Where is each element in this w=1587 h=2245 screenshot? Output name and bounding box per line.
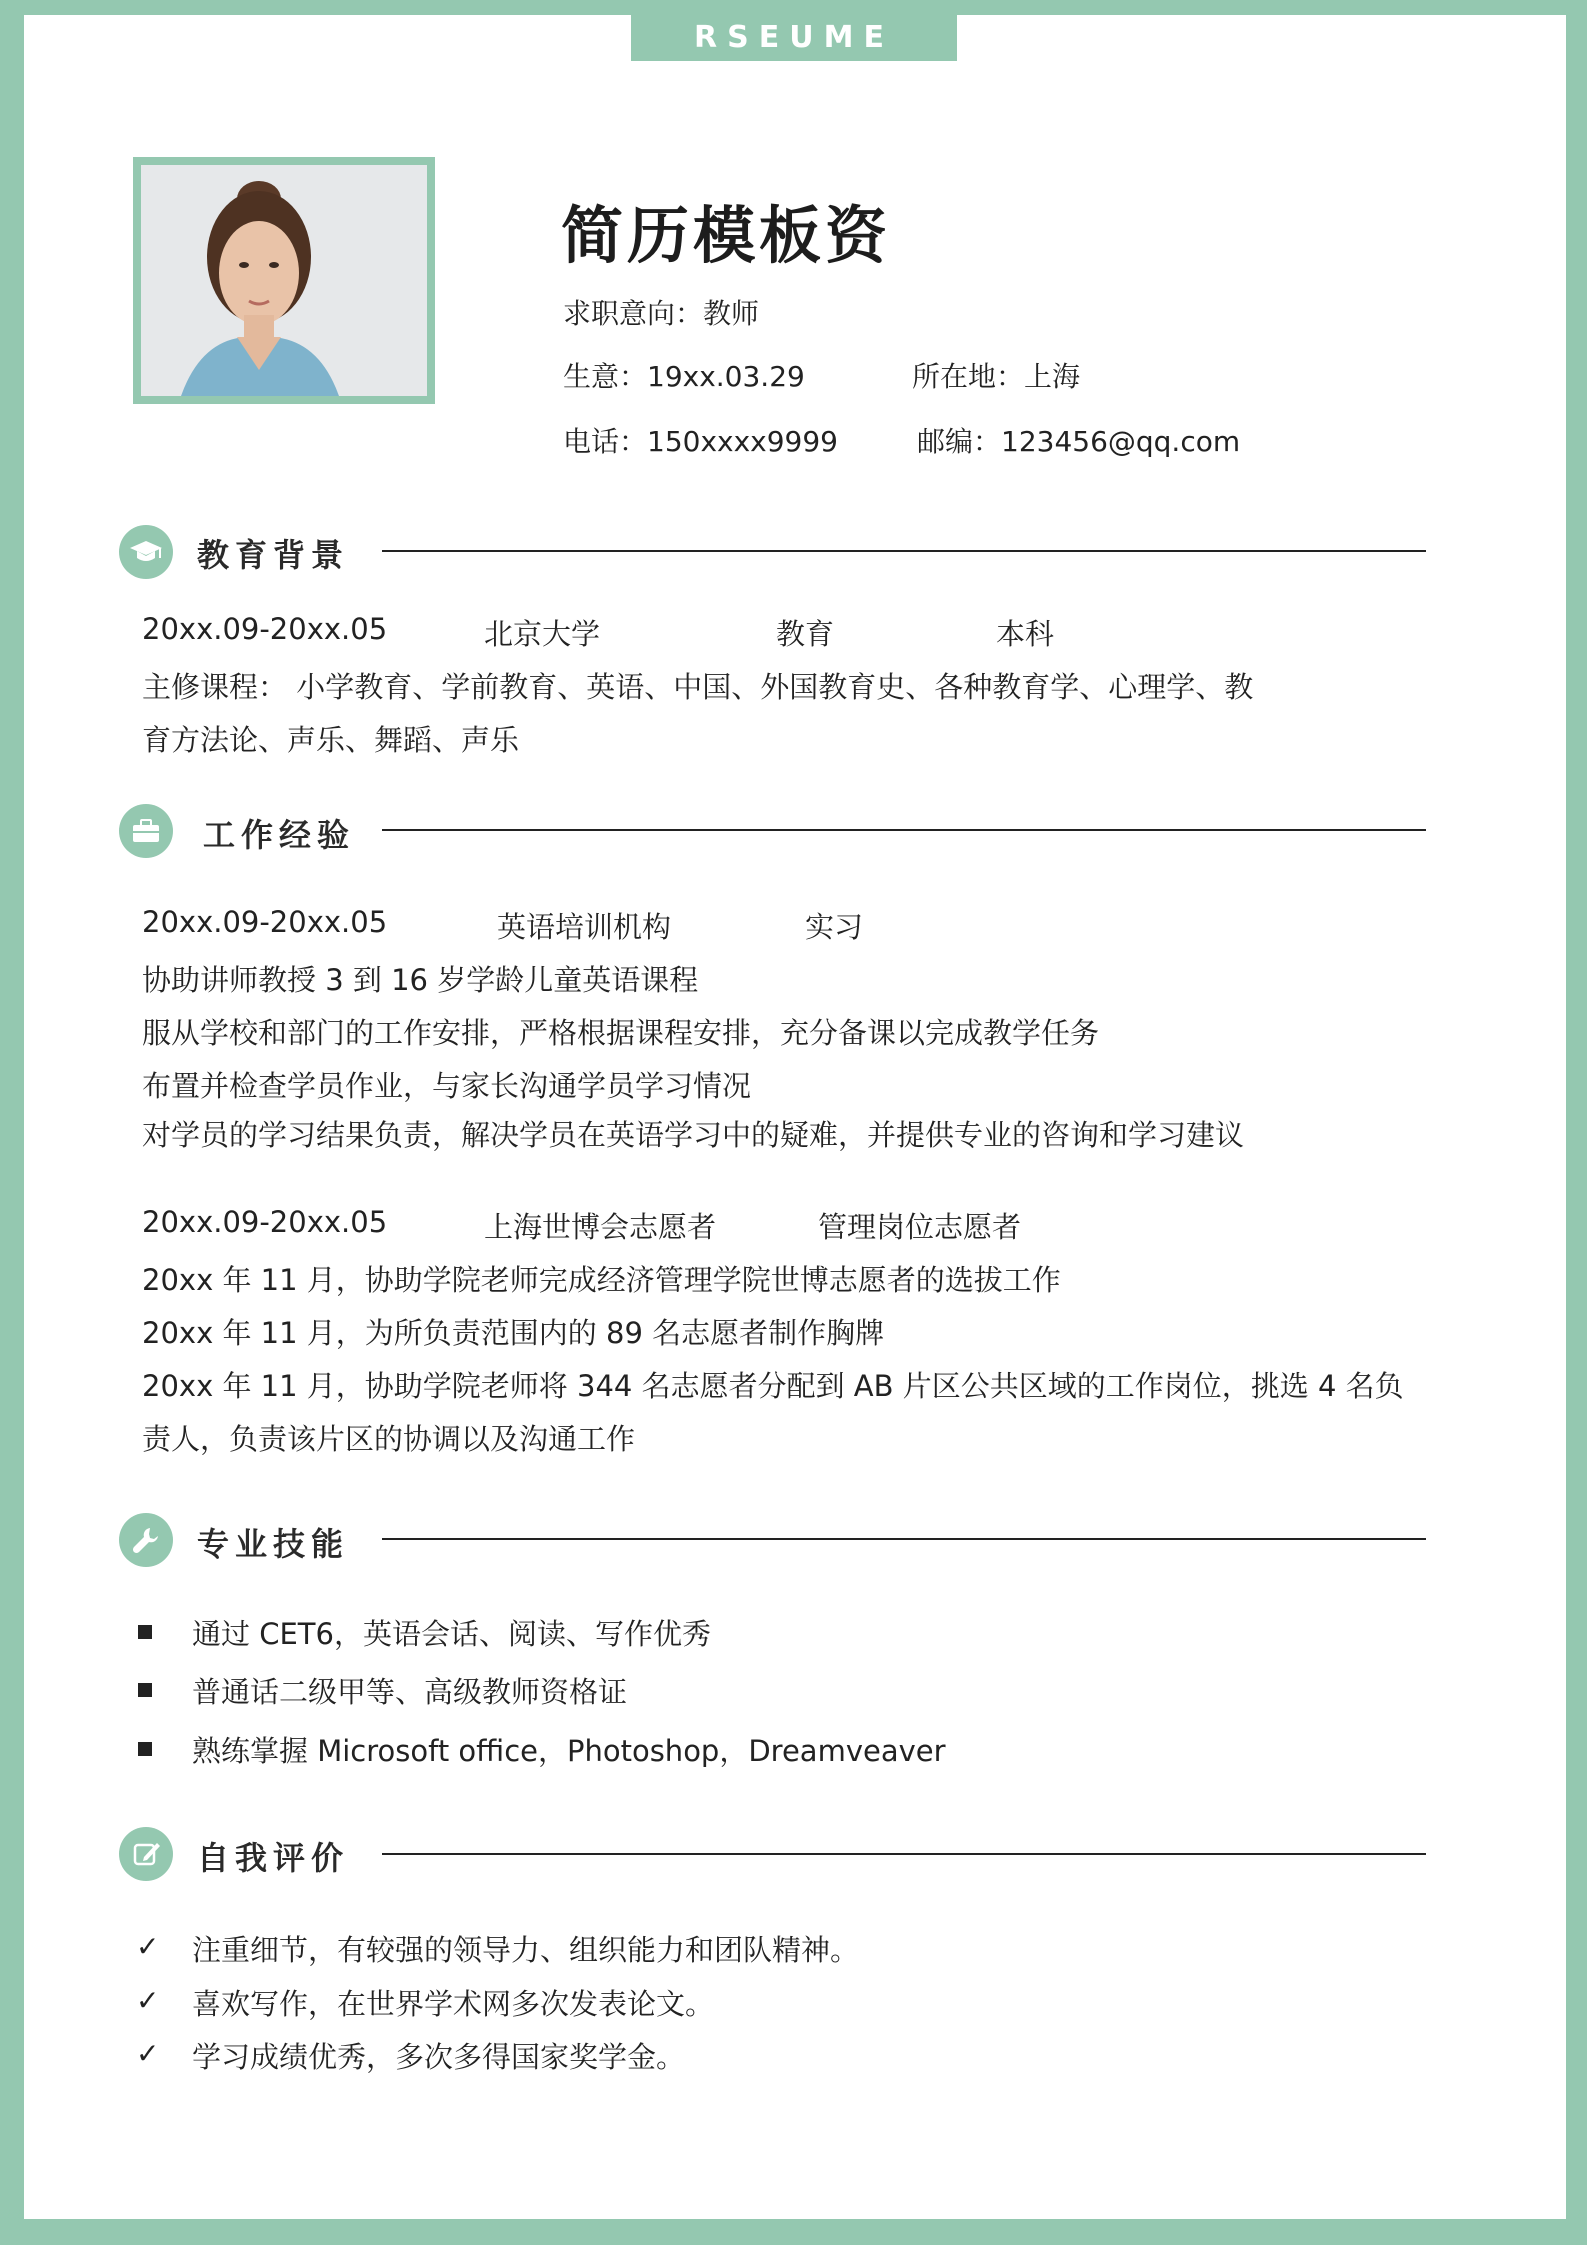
job-2-role: 管理岗位志愿者: [818, 1210, 1022, 1244]
self-eval-title: 自我评价: [197, 1839, 350, 1877]
education-divider: [382, 550, 1426, 552]
work-title: 工作经验: [203, 816, 356, 854]
education-period: 20xx.09-20xx.05: [142, 612, 388, 646]
location: 所在地：上海: [912, 360, 1081, 393]
resume-tab-label: RSEUME: [631, 15, 957, 61]
job-2-period: 20xx.09-20xx.05: [142, 1205, 388, 1239]
job-2-duty: 责人，负责该片区的协调以及沟通工作: [142, 1422, 636, 1456]
job-1-duty: 服从学校和部门的工作安排，严格根据课程安排，充分备课以完成教学任务: [142, 1016, 1100, 1050]
graduation-cap-icon: [119, 525, 173, 579]
skill-item: 熟练掌握 Microsoft office，Photoshop，Dreamveaver: [192, 1734, 946, 1768]
bullet-square: [138, 1683, 152, 1697]
bullet-square: [138, 1742, 152, 1756]
skill-item: 通过 CET6，英语会话、阅读、写作优秀: [192, 1617, 711, 1651]
self-eval-item: 学习成绩优秀，多次多得国家奖学金。: [192, 2040, 686, 2074]
work-divider: [382, 829, 1426, 831]
education-courses: 主修课程： 小学教育、学前教育、英语、中国、外国教育史、各种教育学、心理学、教: [142, 670, 1254, 704]
job-1-duty: 对学员的学习结果负责，解决学员在英语学习中的疑难，并提供专业的咨询和学习建议: [142, 1118, 1245, 1152]
education-degree: 本科: [996, 617, 1055, 651]
job-2-org: 上海世博会志愿者: [484, 1210, 717, 1244]
check-icon: ✓: [136, 1930, 160, 1963]
skill-item: 普通话二级甲等、高级教师资格证: [192, 1675, 628, 1709]
birth-date: 生意：19xx.03.29: [563, 360, 805, 393]
email: 邮编：123456@qq.com: [917, 425, 1241, 458]
education-title: 教育背景: [197, 536, 350, 574]
job-1-period: 20xx.09-20xx.05: [142, 905, 388, 939]
check-icon: ✓: [136, 1984, 160, 2017]
briefcase-icon: [119, 804, 173, 858]
self-eval-item: 喜欢写作，在世界学术网多次发表论文。: [192, 1987, 715, 2021]
education-school: 北京大学: [484, 617, 601, 651]
job-1-role: 实习: [805, 910, 864, 944]
job-2-duty: 20xx 年 11 月，为所负责范围内的 89 名志愿者制作胸牌: [142, 1316, 885, 1350]
job-1-duty: 布置并检查学员作业，与家长沟通学员学习情况: [142, 1069, 752, 1103]
candidate-name: 简历模板资: [561, 199, 892, 272]
bullet-square: [138, 1625, 152, 1639]
skills-title: 专业技能: [197, 1525, 350, 1563]
education-courses-cont: 育方法论、声乐、舞蹈、声乐: [142, 723, 520, 757]
job-2-duty: 20xx 年 11 月，协助学院老师完成经济管理学院世博志愿者的选拔工作: [142, 1263, 1061, 1297]
wrench-icon: [119, 1513, 173, 1567]
job-1-org: 英语培训机构: [497, 910, 672, 944]
edit-icon: [119, 1827, 173, 1881]
self-eval-item: 注重细节，有较强的领导力、组织能力和团队精神。: [192, 1933, 860, 1967]
self-eval-divider: [382, 1853, 1426, 1855]
skills-divider: [382, 1538, 1426, 1540]
profile-photo-frame: [133, 157, 435, 404]
job-1-duty: 协助讲师教授 3 到 16 岁学龄儿童英语课程: [142, 963, 699, 997]
check-icon: ✓: [136, 2037, 160, 2070]
job-intent: 求职意向：教师: [563, 297, 760, 330]
education-major: 教育: [776, 617, 835, 651]
job-2-duty: 20xx 年 11 月，协助学院老师将 344 名志愿者分配到 AB 片区公共区域的工作岗位，挑选 4 名负: [142, 1369, 1404, 1403]
phone: 电话：150xxxx9999: [563, 425, 838, 458]
profile-photo: [141, 165, 427, 396]
portrait-illustration: [141, 165, 427, 396]
